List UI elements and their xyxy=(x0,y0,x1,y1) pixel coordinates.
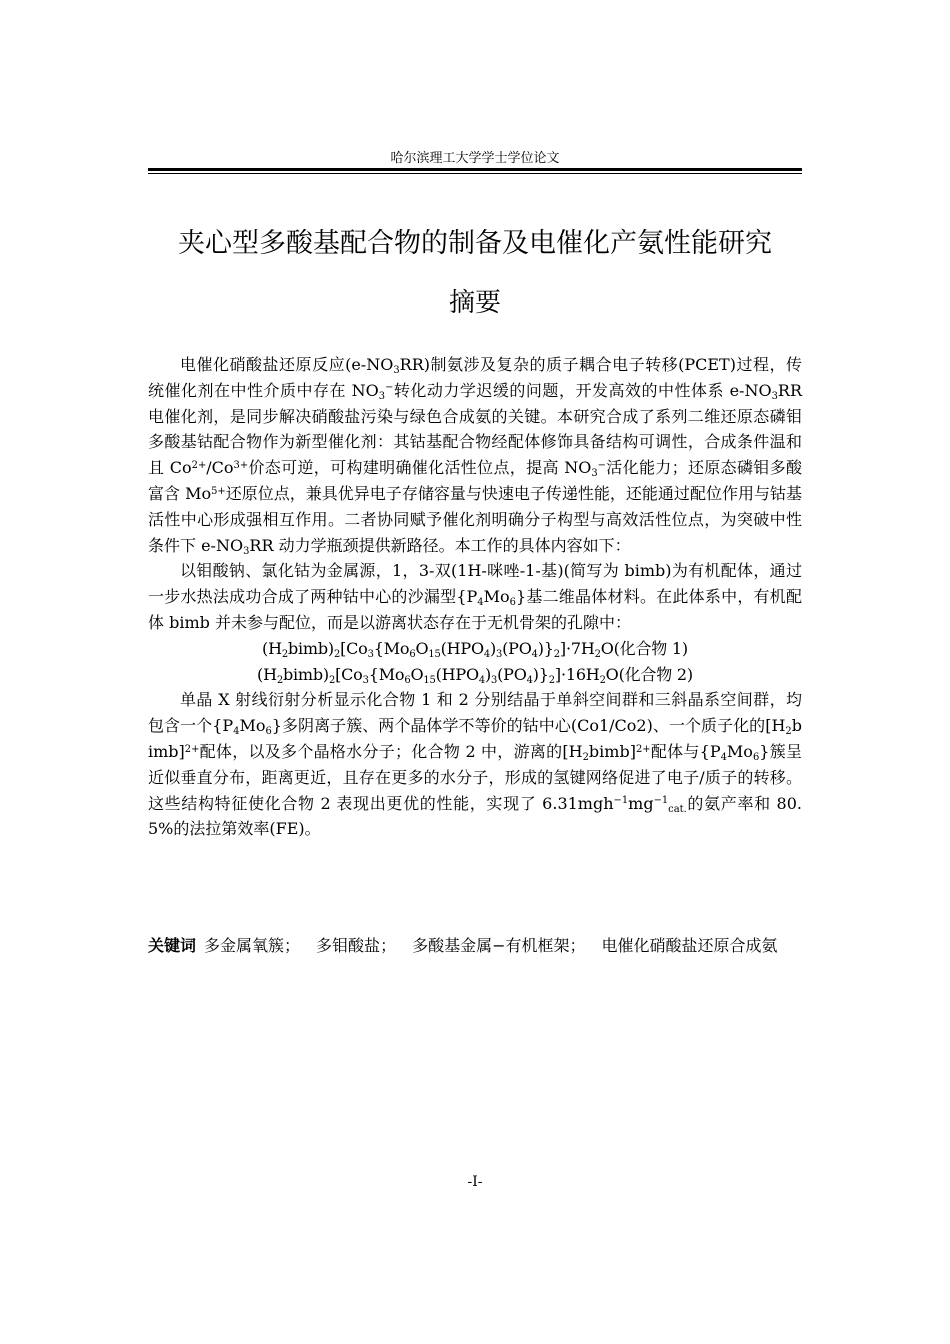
abstract-paragraph-1 xyxy=(148,352,802,558)
text-run: (HPO xyxy=(440,638,484,658)
subscript: 6 xyxy=(409,648,416,660)
header-rule-thin xyxy=(148,173,802,174)
text-run: }簇呈近似垂直分布，距离更近，且存在更多的水分子，形成的氢键网络促进了电子/质子的转移。这些结构特征使化合物 2 表现出更优的性能，实现了 6.31mgh xyxy=(148,741,802,813)
superscript: − xyxy=(385,382,394,394)
subscript: 2 xyxy=(548,674,555,686)
text-run: ]·16H xyxy=(554,664,600,684)
subscript: 3 xyxy=(393,364,400,376)
text-run: 还原位点，兼具优异电子存储容量与快速电子传递性能，还能通过配位作用与钴基活性中心形成强相互作用。二者协同赋予催化剂明确分子构型与高效活性位点，为突破中性条件下 e-NO xyxy=(148,483,802,555)
subscript: 2 xyxy=(785,726,792,738)
section-heading: 摘要 xyxy=(448,288,501,318)
text-run: (H xyxy=(262,638,282,658)
subscript: 3 xyxy=(378,390,386,402)
text-run: (HPO xyxy=(435,664,479,684)
keyword-item: 多金属氧簇 xyxy=(204,936,285,955)
text-run: {Mo xyxy=(373,638,410,658)
text-run: ) xyxy=(484,664,492,684)
page-number: -I- xyxy=(467,1174,483,1190)
subscript: 2 xyxy=(333,648,341,660)
text-run: }基二维晶体材料。在此体系中，有机配体 bimb 并未参与配位，而是以游离状态存在于无机骨架的孔隙中： xyxy=(148,587,802,632)
superscript: −1 xyxy=(613,795,629,807)
text-run: [Co xyxy=(340,638,368,658)
text-run: bimb) xyxy=(287,638,334,658)
superscript: 5+ xyxy=(211,485,226,497)
superscript: − xyxy=(597,459,606,471)
text-run: Mo xyxy=(483,587,510,607)
thesis-title: 夹心型多酸基配合物的制备及电催化产氨性能研究 xyxy=(178,228,772,259)
text-run: O xyxy=(410,664,424,684)
text-run: [Co xyxy=(335,664,363,684)
abstract-paragraph-3 xyxy=(148,687,802,842)
text-run: (PO xyxy=(502,638,532,658)
subscript: 15 xyxy=(428,648,441,660)
subscript: 2 xyxy=(281,648,288,660)
formula-compound-2 xyxy=(148,662,802,688)
superscript: 2+ xyxy=(184,743,200,755)
subscript: 6 xyxy=(265,726,272,738)
superscript: −1 xyxy=(653,795,669,807)
subscript: cat. xyxy=(668,803,687,815)
keywords-label: 关键词 xyxy=(148,936,197,955)
text-run: Mo xyxy=(726,741,753,761)
text-run: 转化动力学迟缓的问题，开发高效的中性体系 e-NO xyxy=(393,380,772,400)
text-run: 以钼酸钠、氯化钴为金属源，1，3-双(1H-咪唑-1-基)(简写为 bimb)为有机配体，通过一步水热法成功合成了两种钴中心的沙漏型{P xyxy=(148,561,802,607)
text-run: (H xyxy=(257,664,277,684)
subscript: 3 xyxy=(771,390,778,402)
text-run: {Mo xyxy=(368,664,405,684)
text-run: O xyxy=(415,638,429,658)
superscript: 2+ xyxy=(635,743,651,755)
subscript: 4 xyxy=(483,648,490,660)
abstract-paragraph-2 xyxy=(148,558,802,635)
text-run: RR 电催化剂，是同步解决硝酸盐污染与绿色合成氨的关键。本研究合成了系列二维还原态磷钼多酸基钴配合物作为新型催化剂：其钴基配合物经配体修饰具备结构可调性，合成条件温和且 Co xyxy=(148,380,802,478)
superscript: 3+ xyxy=(233,459,249,471)
subscript: 2 xyxy=(276,674,283,686)
subscript: 4 xyxy=(526,674,533,686)
text-run: RR)制氨涉及复杂的质子耦合电子转移(PCET)过程，传统催化剂在中性介质中存在 NO xyxy=(148,355,802,400)
text-run: 价态可逆，可构建明确催化活性位点，提高 NO xyxy=(248,458,592,478)
text-run: 电催化硝酸盐还原反应(e-NO xyxy=(180,355,394,374)
subscript: 2 xyxy=(599,674,606,686)
subscript: 2 xyxy=(328,674,336,686)
superscript: 2+ xyxy=(191,459,207,471)
subscript: 3 xyxy=(362,674,369,686)
text-run: (PO xyxy=(497,664,527,684)
subscript: 6 xyxy=(752,751,760,763)
subscript: 3 xyxy=(367,648,374,660)
subscript: 2 xyxy=(553,648,560,660)
text-run: bimb] xyxy=(148,716,802,761)
text-run: bimb) xyxy=(282,664,329,684)
keywords-line xyxy=(148,932,802,960)
keyword-item: 多钼酸盐 xyxy=(316,936,381,955)
abstract-body xyxy=(148,352,802,842)
header-rule-thick xyxy=(148,168,802,171)
subscript: 6 xyxy=(404,674,411,686)
text-run: )} xyxy=(537,638,554,658)
text-run: 单晶 X 射线衍射分析显示化合物 1 和 2 分别结晶于单斜空间群和三斜晶系空间群，均包含一个{P xyxy=(148,690,802,736)
text-run: ) xyxy=(489,638,497,658)
keyword-item: 多酸基金属−有机框架 xyxy=(412,936,570,955)
text-run: bimb] xyxy=(588,741,636,761)
text-run: O(化合物 2) xyxy=(605,664,693,684)
text-run: mg xyxy=(628,793,654,813)
formula-compound-1 xyxy=(148,636,802,662)
subscript: 3 xyxy=(496,648,503,660)
subscript: 4 xyxy=(720,751,727,763)
subscript: 2 xyxy=(582,751,589,763)
text-run: )} xyxy=(532,664,549,684)
subscript: 4 xyxy=(478,674,485,686)
text-run: O(化合物 1) xyxy=(600,638,688,658)
text-run: 活化能力；还原态磷钼多酸富含 Mo xyxy=(148,458,802,503)
text-run: 配体，以及多个晶格水分子；化合物 2 中，游离的[H xyxy=(199,741,583,761)
text-run: ]·7H xyxy=(559,638,595,658)
subscript: 2 xyxy=(594,648,601,660)
keyword-item: 电催化硝酸盐还原合成氨 xyxy=(601,936,778,955)
text-run: 配体与{P xyxy=(650,741,721,761)
subscript: 3 xyxy=(491,674,498,686)
text-run: Mo xyxy=(239,716,266,736)
keyword-separator: ； xyxy=(284,936,301,955)
subscript: 4 xyxy=(477,597,484,609)
subscript: 4 xyxy=(233,726,240,738)
keyword-separator: ； xyxy=(569,936,586,955)
subscript: 3 xyxy=(591,468,598,480)
text-run: RR 动力学瓶颈提供新路径。本工作的具体内容如下： xyxy=(249,535,631,555)
subscript: 4 xyxy=(531,648,538,660)
subscript: 3 xyxy=(243,545,250,557)
text-run: 的氨产率和 80.5%的法拉第效率(FE)。 xyxy=(148,793,802,839)
text-run: }多阴离子簇、两个晶体学不等价的钴中心(Co1/Co2)、一个质子化的[H xyxy=(271,716,786,736)
keyword-separator: ； xyxy=(380,936,397,955)
running-header: 哈尔滨理工大学学士学位论文 xyxy=(390,151,560,166)
subscript: 6 xyxy=(509,597,516,609)
text-run: /Co xyxy=(206,458,234,478)
subscript: 15 xyxy=(423,674,436,686)
